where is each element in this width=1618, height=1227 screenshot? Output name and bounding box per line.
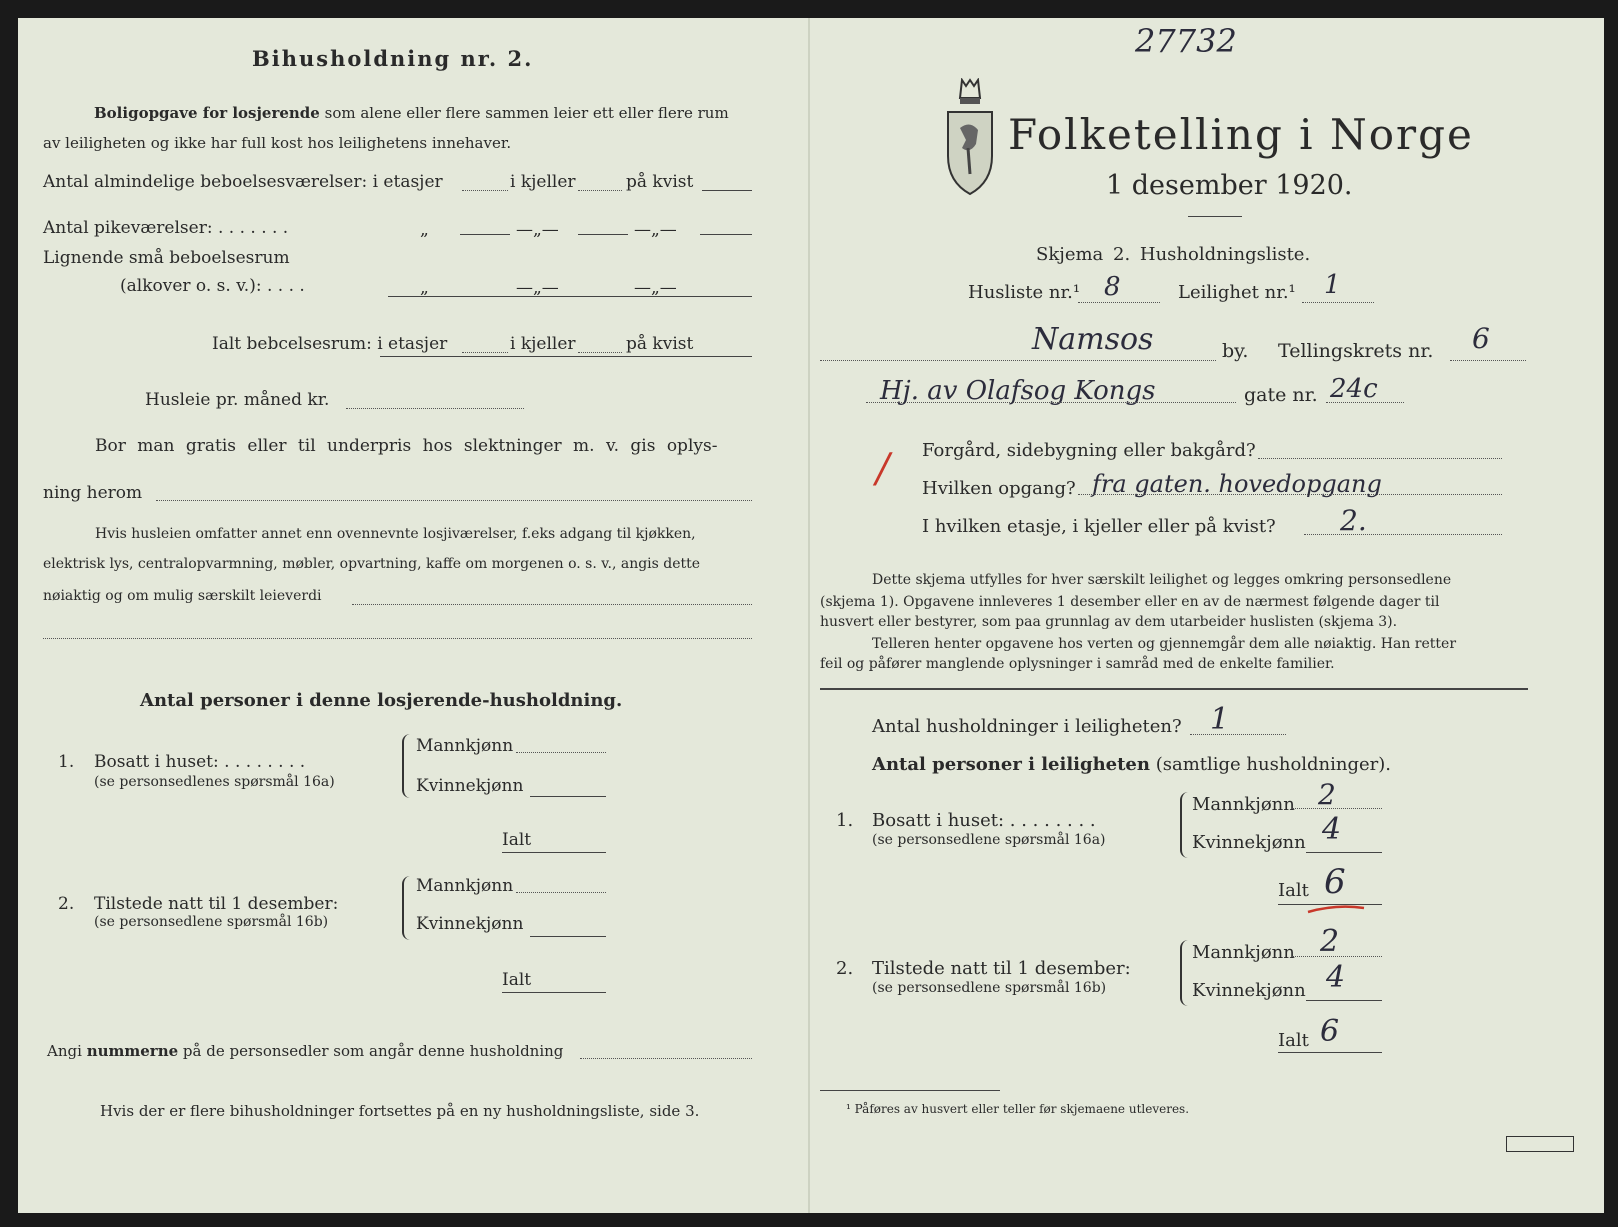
rooms-kvist-label: på kvist <box>626 172 694 192</box>
right-q1-brace <box>1180 792 1188 858</box>
hvis-line-3: nøiaktig og om mulig særskilt leieverdi <box>43 588 322 604</box>
krets-label: Tellingskrets nr. <box>1278 340 1434 362</box>
by-value[interactable]: Namsos <box>1032 322 1154 357</box>
ialt-rooms-label: Ialt bebcelsesrum: i etasjer <box>212 334 448 354</box>
right-q2-ialt-label: Ialt <box>1278 1030 1309 1051</box>
left-q1-mann-label: Mannkjønn <box>416 736 514 756</box>
left-q2-num: 2. <box>58 894 75 914</box>
left-q2-sub: (se personsedlene spørsmål 16b) <box>94 914 329 930</box>
etasje-field <box>1304 534 1502 535</box>
lign-ditto-2: —„— <box>516 278 559 298</box>
gate-value[interactable]: Hj. av Olafsog Kongs <box>880 376 1156 406</box>
rooms-label: Antal almindelige beboelsesværelser: i etasjer <box>43 172 443 192</box>
right-q2-kvinne-value[interactable]: 4 <box>1326 960 1346 995</box>
info-line-3: husvert eller bestyrer, som paa grunnlag av dem utarbeider huslisten (skjema 3). <box>820 614 1398 630</box>
hush-field <box>1190 734 1286 735</box>
left-q1-sub: (se personsedlenes spørsmål 16a) <box>94 774 335 790</box>
intro-bold: Boligopgave for losjerende <box>94 104 320 122</box>
pike-ditto-1: „ <box>420 220 429 240</box>
etasje-label: I hvilken etasje, i kjeller eller på kvist? <box>922 516 1276 537</box>
by-field <box>820 360 1216 361</box>
leieverdi-field-2[interactable] <box>43 638 752 639</box>
pike-ditto-2: —„— <box>516 220 559 240</box>
gate-label: gate nr. <box>1244 384 1318 406</box>
rooms-kjeller-field[interactable] <box>578 190 622 191</box>
leilighet-field <box>1302 302 1374 303</box>
by-label: by. <box>1222 340 1249 362</box>
right-q2-label: Tilstede natt til 1 desember: <box>872 958 1131 979</box>
left-q1-kvinne-field[interactable] <box>530 796 606 797</box>
right-q1-ialt-value[interactable]: 6 <box>1324 862 1346 902</box>
left-q1-label: Bosatt i huset: . . . . . . . . <box>94 752 306 772</box>
right-q2-ialt-field <box>1278 1052 1382 1053</box>
husleie-field[interactable] <box>346 408 524 409</box>
right-q1-kvinne-label: Kvinnekjønn <box>1192 832 1306 853</box>
left-title: Bihusholdning nr. 2. <box>252 46 534 71</box>
title-divider <box>1188 216 1242 217</box>
right-q1-mann-label: Mannkjønn <box>1192 794 1295 815</box>
ialt-kvist-label: på kvist <box>626 334 694 354</box>
lign-label-1: Lignende små beboelsesrum <box>43 248 290 268</box>
right-q2-kvinne-label: Kvinnekjønn <box>1192 980 1306 1001</box>
husliste-value[interactable]: 8 <box>1104 272 1121 302</box>
right-q2-mann-label: Mannkjønn <box>1192 942 1295 963</box>
right-q2-mann-field <box>1292 956 1382 957</box>
hvis-line-1: Hvis husleien omfatter annet enn ovennevnte losjiværelser, f.eks adgang til kjøkken, <box>95 526 696 542</box>
left-q1-ialt-field[interactable] <box>502 852 606 853</box>
pike-field-2[interactable] <box>578 234 628 235</box>
forgaard-label: Forgård, sidebygning eller bakgård? <box>922 440 1256 461</box>
angi-bold: nummerne <box>86 1042 179 1060</box>
right-q1-kvinne-value[interactable]: 4 <box>1322 812 1342 847</box>
krets-field <box>1450 360 1526 361</box>
ialt-etasjer-field[interactable] <box>462 352 508 353</box>
info-line-2: (skjema 1). Opgavene innleveres 1 desember eller en av de nærmest følgende dager til <box>820 594 1440 610</box>
opgang-label: Hvilken opgang? <box>922 478 1076 499</box>
antal-rest: (samtlige husholdninger). <box>1155 754 1392 775</box>
ialt-kjeller-label: i kjeller <box>510 334 576 354</box>
pike-ditto-3: —„— <box>634 220 677 240</box>
info-line-5: feil og påfører manglende oplysninger i samråd med de enkelte familier. <box>820 656 1335 672</box>
ialt-underline <box>380 356 752 357</box>
red-underline-mark-icon <box>1306 900 1366 920</box>
rooms-etasjer-field[interactable] <box>462 190 508 191</box>
rooms-kvist-field[interactable] <box>702 190 752 191</box>
footnote-divider <box>820 1090 1000 1091</box>
left-q1-ialt-label: Ialt <box>502 830 532 850</box>
skjema-label: Skjema 2. Husholdningsliste. <box>1036 244 1311 265</box>
gate-nr-field <box>1326 402 1404 403</box>
husleie-label: Husleie pr. måned kr. <box>145 390 330 410</box>
angi-field[interactable] <box>580 1058 752 1059</box>
left-q1-mann-field[interactable] <box>516 752 606 753</box>
printer-stamp-icon <box>1506 1136 1574 1152</box>
right-q1-mann-value[interactable]: 2 <box>1318 778 1336 811</box>
info-line-1: Dette skjema utfylles for hver særskilt leilighet og legges omkring personsedlene <box>872 572 1452 588</box>
left-q2-kvinne-label: Kvinnekjønn <box>416 914 524 934</box>
left-q2-mann-label: Mannkjønn <box>416 876 514 896</box>
etasje-value[interactable]: 2. <box>1340 504 1367 537</box>
left-q1-kvinne-label: Kvinnekjønn <box>416 776 524 796</box>
leilighet-label: Leilighet nr.¹ <box>1178 282 1296 303</box>
lign-field-underline[interactable] <box>388 296 752 297</box>
left-q2-ialt-label: Ialt <box>502 970 532 990</box>
right-q1-ialt-label: Ialt <box>1278 880 1309 901</box>
red-check-mark: / <box>876 446 890 492</box>
right-q2-ialt-value[interactable]: 6 <box>1320 1014 1340 1049</box>
right-q1-num: 1. <box>836 810 854 831</box>
bor-man-text: Bor man gratis eller til underpris hos slektninger m. v. gis oplys- <box>95 436 718 456</box>
pike-label: Antal pikeværelser: . . . . . . . <box>43 218 289 238</box>
opgang-value[interactable]: fra gaten. hovedopgang <box>1092 470 1382 498</box>
hush-value[interactable]: 1 <box>1210 702 1230 737</box>
coat-of-arms-icon <box>940 78 1000 198</box>
info-line-4: Telleren henter opgavene hos verten og gjennemgår dem alle nøiaktig. Han retter <box>872 636 1457 652</box>
ialt-kjeller-field[interactable] <box>578 352 622 353</box>
left-q2-label: Tilstede natt til 1 desember: <box>94 894 339 914</box>
left-q2-ialt-field[interactable] <box>502 992 606 993</box>
right-q2-num: 2. <box>836 958 854 979</box>
angi-pre: Angi <box>47 1042 82 1060</box>
right-q1-mann-field <box>1292 808 1382 809</box>
left-q1-brace <box>402 734 410 798</box>
husliste-label: Husliste nr.¹ <box>968 282 1081 303</box>
archive-number: 27732 <box>1135 22 1237 60</box>
gate-nr-value[interactable]: 24c <box>1330 374 1378 404</box>
forgaard-field[interactable] <box>1258 458 1502 459</box>
rooms-kjeller-label: i kjeller <box>510 172 576 192</box>
left-antal-title: Antal personer i denne losjerende-husholdning. <box>140 690 623 711</box>
footnote: ¹ Påføres av husvert eller teller før skjemaene utleveres. <box>846 1102 1190 1116</box>
left-footer: Hvis der er flere bihusholdninger fortsettes på en ny husholdningsliste, side 3. <box>100 1102 700 1120</box>
krets-value[interactable]: 6 <box>1472 322 1490 355</box>
left-q2-brace <box>402 876 410 940</box>
lign-ditto-3: —„— <box>634 278 677 298</box>
angi-post: på de personsedler som angår denne husholdning <box>182 1042 564 1060</box>
antal-bold: Antal personer i leiligheten <box>872 754 1150 775</box>
intro-line2: av leiligheten og ikke har full kost hos leilighetens innehaver. <box>43 134 512 152</box>
leilighet-value[interactable]: 1 <box>1324 270 1341 300</box>
right-q1-label: Bosatt i huset: . . . . . . . . <box>872 810 1096 831</box>
husliste-field <box>1078 302 1160 303</box>
intro-rest: som alene eller flere sammen leier ett eller flere rum <box>324 104 729 122</box>
ning-herom-label: ning herom <box>43 483 143 503</box>
right-q2-brace <box>1180 940 1188 1006</box>
right-q2-sub: (se personsedlene spørsmål 16b) <box>872 980 1107 996</box>
leieverdi-field[interactable] <box>352 604 752 605</box>
left-q2-kvinne-field[interactable] <box>530 936 606 937</box>
ning-herom-field[interactable] <box>156 500 752 501</box>
right-q1-kvinne-field <box>1306 852 1382 853</box>
hvis-line-2: elektrisk lys, centralopvarmning, møbler, opvartning, kaffe om morgenen o. s. v., angis dette <box>43 556 701 572</box>
lign-ditto-1: „ <box>420 278 429 298</box>
right-q2-kvinne-field <box>1306 1000 1382 1001</box>
info-divider <box>820 688 1528 690</box>
opgang-field <box>1078 494 1502 495</box>
page-fold <box>808 18 810 1213</box>
right-q1-sub: (se personsedlene spørsmål 16a) <box>872 832 1106 848</box>
pike-field-3[interactable] <box>700 234 752 235</box>
form-title: Folketelling i Norge <box>1008 110 1474 159</box>
gate-field <box>866 402 1236 403</box>
hush-label: Antal husholdninger i leiligheten? <box>872 716 1182 737</box>
left-q1-num: 1. <box>58 752 75 772</box>
form-date: 1 desember 1920. <box>1106 170 1353 201</box>
pike-field-1[interactable] <box>460 234 510 235</box>
left-q2-mann-field[interactable] <box>516 892 606 893</box>
lign-label-2: (alkover o. s. v.): . . . . <box>120 276 305 296</box>
right-q2-mann-value[interactable]: 2 <box>1320 924 1340 959</box>
